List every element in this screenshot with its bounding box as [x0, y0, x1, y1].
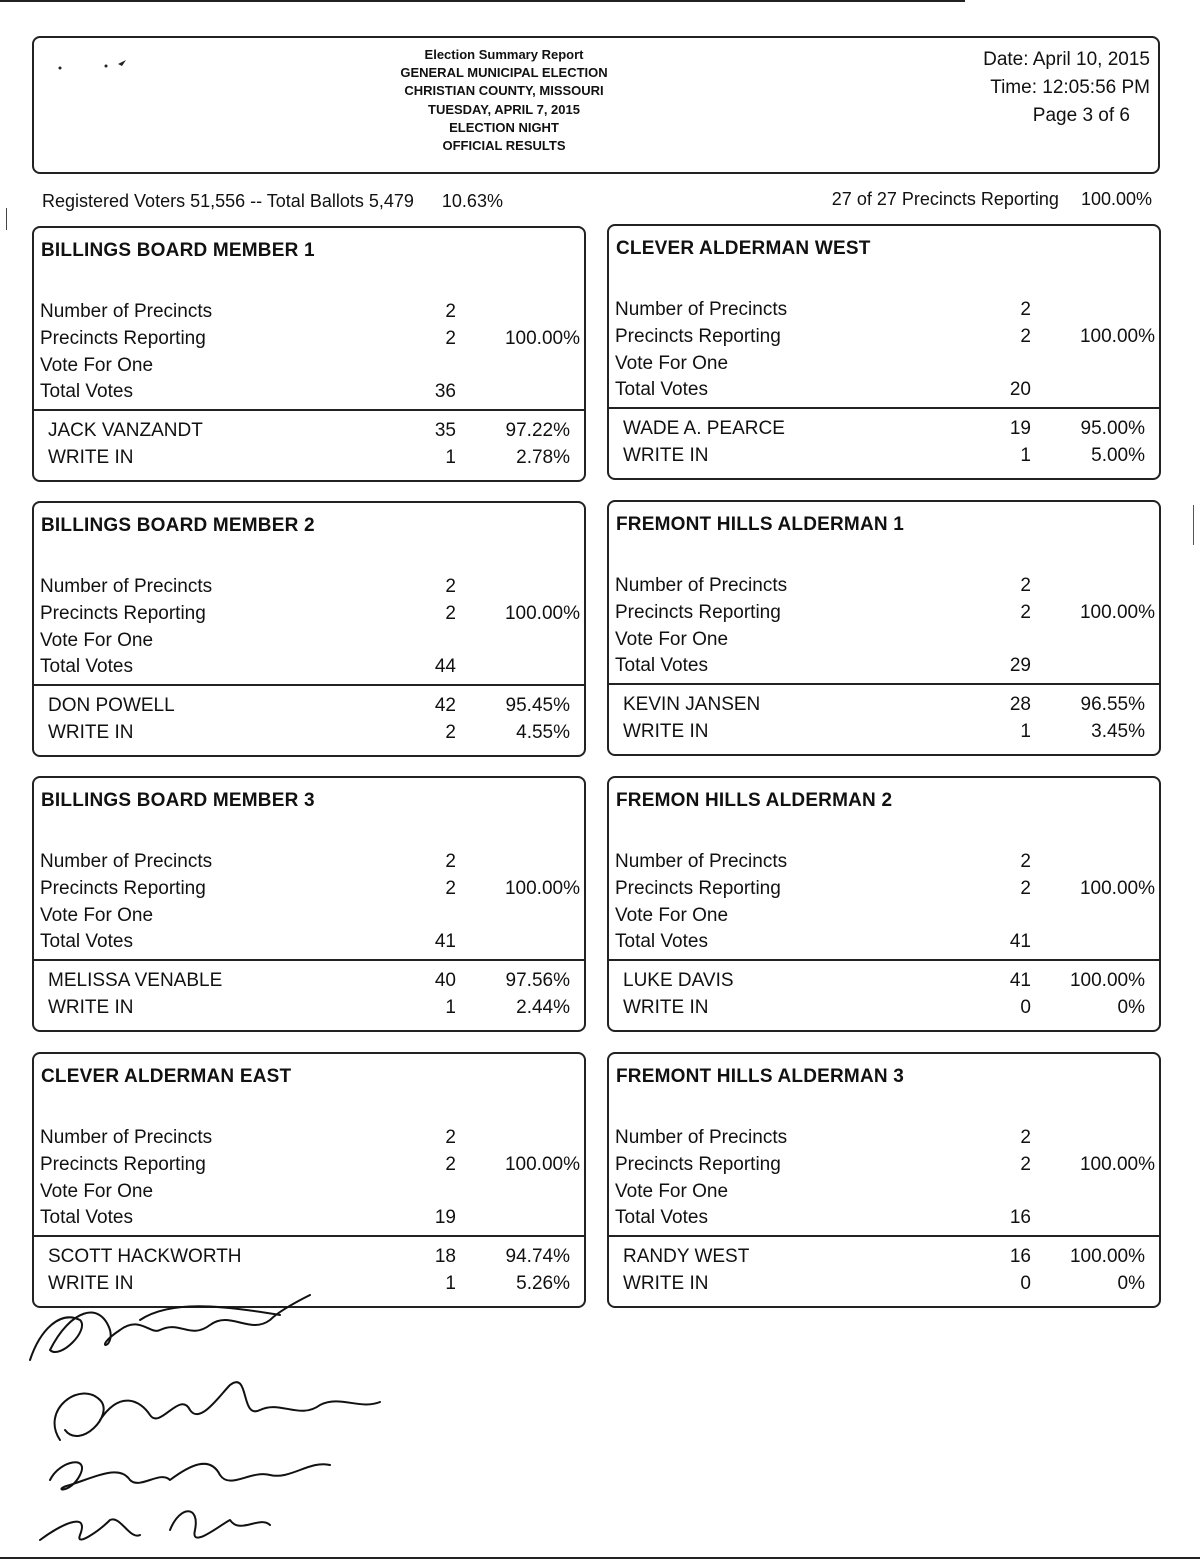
precincts-reporting-label: Precincts Reporting	[615, 1154, 781, 1175]
precincts-reporting-value: 2	[1020, 878, 1031, 899]
total-votes-label: Total Votes	[40, 931, 133, 952]
num-precincts-label: Number of Precincts	[615, 575, 788, 596]
race-box	[607, 500, 1161, 756]
race-box	[607, 776, 1161, 1032]
results-divider	[34, 684, 584, 686]
election-date: TUESDAY, APRIL 7, 2015	[428, 101, 580, 117]
precincts-reporting-label: Precincts Reporting	[40, 603, 206, 624]
candidate-votes: 0	[1020, 997, 1031, 1018]
total-votes-label: Total Votes	[615, 1207, 708, 1228]
candidate-pct: 5.00%	[1091, 445, 1145, 466]
candidate-votes: 1	[445, 447, 456, 468]
race-title: BILLINGS BOARD MEMBER 2	[41, 515, 315, 536]
results-divider	[34, 1235, 584, 1237]
total-votes-label: Total Votes	[615, 379, 708, 400]
candidate-pct: 94.74%	[505, 1246, 570, 1267]
precincts-reporting-pct: 100.00%	[504, 878, 580, 899]
race-title: CLEVER ALDERMAN WEST	[616, 238, 871, 259]
results-divider	[609, 683, 1159, 685]
precincts-reporting-pct: 100.00%	[1080, 189, 1152, 209]
total-votes-label: Total Votes	[40, 381, 133, 402]
total-votes-value: 44	[434, 656, 456, 677]
precincts-reporting-pct: 100.00%	[1079, 1154, 1155, 1175]
total-votes-label: Total Votes	[40, 656, 133, 677]
precincts-reporting-label: Precincts Reporting	[40, 328, 206, 349]
results-divider	[34, 959, 584, 961]
results-divider	[609, 959, 1159, 961]
candidate-name: WRITE IN	[48, 722, 134, 743]
vote-for-label: Vote For One	[40, 630, 154, 651]
candidate-votes: 1	[1020, 721, 1031, 742]
total-votes-value: 29	[1009, 655, 1031, 676]
num-precincts-label: Number of Precincts	[615, 851, 788, 872]
precincts-reporting-pct: 100.00%	[504, 328, 580, 349]
report-status: OFFICIAL RESULTS	[442, 138, 566, 154]
precincts-reporting-value: 2	[445, 603, 456, 624]
election-name: GENERAL MUNICIPAL ELECTION	[400, 65, 608, 81]
total-votes-value: 41	[1009, 931, 1031, 952]
vote-for-label: Vote For One	[40, 1181, 154, 1202]
candidate-name: JACK VANZANDT	[48, 420, 203, 441]
vote-for-label: Vote For One	[615, 629, 729, 650]
num-precincts-value: 2	[1020, 851, 1031, 872]
race-box	[32, 226, 586, 482]
bottom-rule	[0, 1557, 1200, 1559]
precincts-reporting-value: 2	[445, 328, 456, 349]
num-precincts-label: Number of Precincts	[40, 1127, 213, 1148]
page-number: Page 3 of 6	[1032, 105, 1130, 126]
precincts-reporting-total: 27 of 27 Precincts Reporting	[831, 189, 1059, 209]
race-box	[607, 1052, 1161, 1308]
race-box	[32, 776, 586, 1032]
num-precincts-label: Number of Precincts	[615, 1127, 788, 1148]
candidate-name: DON POWELL	[48, 695, 175, 716]
report-title-block	[369, 46, 639, 155]
candidate-name: WRITE IN	[623, 445, 709, 466]
candidate-name: RANDY WEST	[623, 1246, 750, 1267]
num-precincts-label: Number of Precincts	[615, 299, 788, 320]
candidate-pct: 95.00%	[1080, 418, 1145, 439]
precincts-reporting-label: Precincts Reporting	[615, 602, 781, 623]
signature-3	[50, 1462, 330, 1489]
candidate-pct: 2.44%	[516, 997, 570, 1018]
report-title: Election Summary Report	[424, 47, 584, 62]
vote-for-label: Vote For One	[615, 1181, 729, 1202]
precincts-reporting-pct: 100.00%	[504, 603, 580, 624]
candidate-votes: 42	[434, 695, 456, 716]
candidate-pct: 100.00%	[1069, 970, 1145, 991]
stray-marks	[56, 54, 156, 74]
num-precincts-label: Number of Precincts	[40, 301, 213, 322]
candidate-name: WRITE IN	[623, 721, 709, 742]
report-header	[32, 36, 1160, 174]
total-votes-value: 20	[1009, 379, 1031, 400]
precincts-reporting-value: 2	[1020, 1154, 1031, 1175]
num-precincts-value: 2	[445, 1127, 456, 1148]
candidate-votes: 1	[1020, 445, 1031, 466]
report-time: Time: 12:05:56 PM	[990, 77, 1150, 98]
precincts-reporting-value: 2	[1020, 326, 1031, 347]
candidate-pct: 0%	[1117, 1273, 1145, 1294]
total-votes-label: Total Votes	[615, 931, 708, 952]
turnout-pct: 10.63%	[441, 191, 503, 211]
num-precincts-value: 2	[1020, 1127, 1031, 1148]
margin-mark	[6, 208, 7, 230]
candidate-votes: 41	[1009, 970, 1031, 991]
signature-4	[40, 1511, 270, 1540]
candidate-votes: 16	[1009, 1246, 1031, 1267]
candidate-pct: 95.45%	[505, 695, 570, 716]
race-title: FREMONT HILLS ALDERMAN 1	[616, 514, 905, 535]
results-divider	[34, 409, 584, 411]
signature-1	[30, 1295, 310, 1360]
race-box	[607, 224, 1161, 480]
precincts-reporting-pct: 100.00%	[1079, 326, 1155, 347]
candidate-name: WRITE IN	[623, 997, 709, 1018]
vote-for-label: Vote For One	[40, 905, 154, 926]
candidate-name: WRITE IN	[48, 447, 134, 468]
num-precincts-value: 2	[445, 301, 456, 322]
registered-ballots: Registered Voters 51,556 -- Total Ballots 5,479	[42, 191, 414, 211]
candidate-name: KEVIN JANSEN	[623, 694, 761, 715]
total-votes-label: Total Votes	[615, 655, 708, 676]
race-title: BILLINGS BOARD MEMBER 1	[41, 240, 315, 261]
race-box	[32, 1052, 586, 1308]
signatures	[20, 1290, 400, 1560]
candidate-votes: 18	[434, 1246, 456, 1267]
candidate-name: WRITE IN	[48, 997, 134, 1018]
race-title: CLEVER ALDERMAN EAST	[41, 1066, 292, 1087]
precincts-reporting-label: Precincts Reporting	[40, 878, 206, 899]
total-votes-label: Total Votes	[40, 1207, 133, 1228]
num-precincts-value: 2	[1020, 575, 1031, 596]
candidate-name: LUKE DAVIS	[623, 970, 734, 991]
total-votes-value: 16	[1009, 1207, 1031, 1228]
turnout-summary	[42, 191, 503, 212]
candidate-pct: 2.78%	[516, 447, 570, 468]
candidate-pct: 97.22%	[505, 420, 570, 441]
candidate-votes: 35	[434, 420, 456, 441]
candidate-pct: 3.45%	[1091, 721, 1145, 742]
total-votes-value: 36	[434, 381, 456, 402]
num-precincts-value: 2	[1020, 299, 1031, 320]
race-title: FREMONT HILLS ALDERMAN 3	[616, 1066, 905, 1087]
candidate-name: MELISSA VENABLE	[48, 970, 223, 991]
candidate-pct: 100.00%	[1069, 1246, 1145, 1267]
county-name: CHRISTIAN COUNTY, MISSOURI	[404, 83, 604, 99]
top-rule	[0, 0, 965, 2]
results-divider	[609, 1235, 1159, 1237]
candidate-votes: 28	[1009, 694, 1031, 715]
candidate-pct: 0%	[1117, 997, 1145, 1018]
num-precincts-value: 2	[445, 851, 456, 872]
precincts-reporting-value: 2	[445, 878, 456, 899]
vote-for-label: Vote For One	[615, 353, 729, 374]
report-date: Date: April 10, 2015	[983, 49, 1150, 70]
margin-mark-right	[1193, 505, 1194, 545]
candidate-name: SCOTT HACKWORTH	[48, 1246, 242, 1267]
candidate-votes: 1	[445, 997, 456, 1018]
precincts-reporting-pct: 100.00%	[504, 1154, 580, 1175]
candidate-votes: 1	[445, 1273, 456, 1294]
candidate-name: WRITE IN	[623, 1273, 709, 1294]
race-title: FREMON HILLS ALDERMAN 2	[616, 790, 893, 811]
candidate-votes: 40	[434, 970, 456, 991]
num-precincts-label: Number of Precincts	[40, 851, 213, 872]
precincts-reporting-value: 2	[1020, 602, 1031, 623]
total-votes-value: 41	[434, 931, 456, 952]
candidate-name: WADE A. PEARCE	[623, 418, 785, 439]
vote-for-label: Vote For One	[40, 355, 154, 376]
precincts-reporting-label: Precincts Reporting	[615, 878, 781, 899]
race-title: BILLINGS BOARD MEMBER 3	[41, 790, 315, 811]
results-divider	[609, 407, 1159, 409]
precincts-reporting-value: 2	[445, 1154, 456, 1175]
precincts-reporting-pct: 100.00%	[1079, 878, 1155, 899]
precincts-reporting-label: Precincts Reporting	[40, 1154, 206, 1175]
candidate-pct: 5.26%	[516, 1273, 570, 1294]
race-box	[32, 501, 586, 757]
report-stage: ELECTION NIGHT	[449, 119, 559, 135]
precincts-reporting-label: Precincts Reporting	[615, 326, 781, 347]
num-precincts-value: 2	[445, 576, 456, 597]
candidate-votes: 0	[1020, 1273, 1031, 1294]
precincts-reporting-pct: 100.00%	[1079, 602, 1155, 623]
num-precincts-label: Number of Precincts	[40, 576, 213, 597]
candidate-pct: 96.55%	[1080, 694, 1145, 715]
candidate-name: WRITE IN	[48, 1273, 134, 1294]
candidate-votes: 19	[1009, 418, 1031, 439]
candidate-pct: 4.55%	[516, 722, 570, 743]
precincts-summary	[832, 189, 1152, 210]
signature-2	[55, 1382, 380, 1440]
vote-for-label: Vote For One	[615, 905, 729, 926]
candidate-pct: 97.56%	[505, 970, 570, 991]
total-votes-value: 19	[434, 1207, 456, 1228]
candidate-votes: 2	[445, 722, 456, 743]
report-meta	[983, 46, 1150, 130]
